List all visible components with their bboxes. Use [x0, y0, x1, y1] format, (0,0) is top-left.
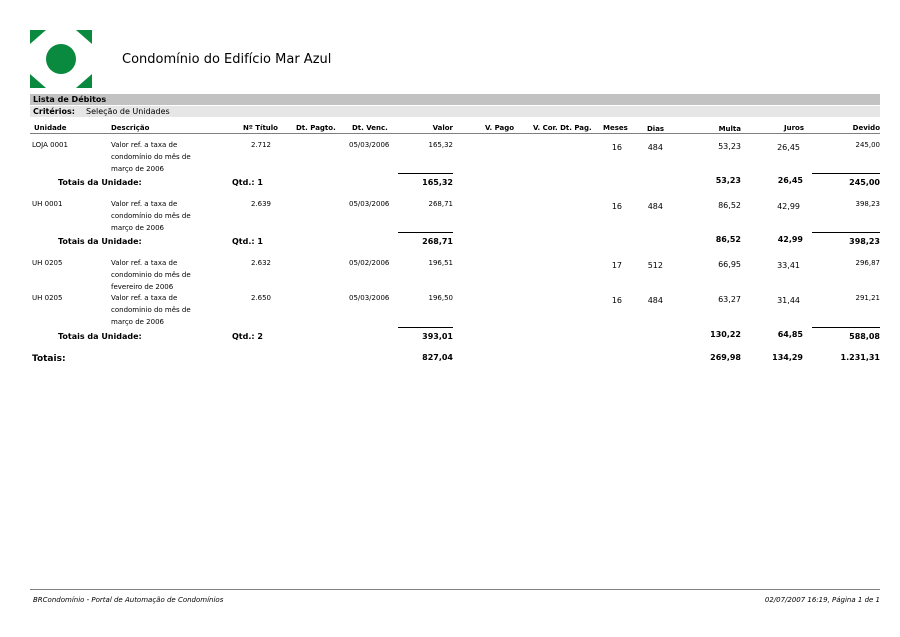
grand-totals-label: Totais:: [32, 354, 66, 364]
col-header-titulo: Nº Título: [243, 124, 278, 132]
cell-unidade: UH 0001: [32, 200, 63, 208]
grand-totals-devido: 1.231,31: [840, 353, 880, 362]
cell-valor: 196,51: [428, 259, 453, 267]
cell-meses: 16: [611, 202, 622, 211]
unit-totals-label: Totais da Unidade:: [58, 332, 142, 341]
criteria-label: Critérios:: [33, 107, 75, 116]
criteria-value: Seleção de Unidades: [86, 107, 170, 116]
subtotal-rule: [398, 232, 453, 233]
cell-valor: 196,50: [428, 294, 453, 302]
footer-divider: [30, 589, 880, 590]
cell-multa: 66,95: [718, 260, 741, 269]
unit-totals-label: Totais da Unidade:: [58, 178, 142, 187]
section-title: Lista de Débitos: [33, 95, 107, 104]
cell-juros: 31,44: [777, 296, 800, 305]
cell-titulo: 2.650: [250, 294, 271, 302]
cell-dt-venc: 05/03/2006: [349, 200, 390, 208]
unit-totals-valor: 393,01: [422, 332, 453, 341]
cell-valor: 165,32: [428, 141, 453, 149]
section-title-bar: [30, 94, 880, 105]
col-header-v-pago: V. Pago: [485, 124, 515, 132]
unit-totals-qtd: Qtd.: 1: [232, 178, 263, 187]
cell-devido: 245,00: [855, 141, 880, 149]
col-header-unidade: Unidade: [34, 124, 67, 132]
cell-juros: 26,45: [777, 143, 800, 152]
cell-meses: 16: [611, 143, 622, 152]
col-header-v-cor: V. Cor. Dt. Pag.: [533, 124, 592, 132]
cell-dias: 484: [647, 296, 663, 305]
cell-dt-venc: 05/03/2006: [349, 141, 390, 149]
subtotal-rule: [398, 173, 453, 174]
subtotal-rule: [812, 232, 880, 233]
cell-titulo: 2.639: [250, 200, 271, 208]
col-header-devido: Devido: [852, 124, 880, 132]
unit-totals-devido: 398,23: [849, 237, 880, 246]
unit-totals-qtd: Qtd.: 2: [232, 332, 263, 341]
cell-devido: 398,23: [855, 200, 880, 208]
unit-totals-valor: 165,32: [422, 178, 453, 187]
footer-right: 02/07/2007 16:19, Página 1 de 1: [764, 596, 880, 604]
cell-multa: 63,27: [718, 295, 741, 304]
cell-juros: 33,41: [777, 261, 800, 270]
cell-titulo: 2.712: [250, 141, 271, 149]
col-header-dt-pagto: Dt. Pagto.: [296, 124, 336, 132]
col-header-dt-venc: Dt. Venc.: [352, 124, 388, 132]
col-header-juros: Juros: [783, 124, 804, 132]
unit-totals-label: Totais da Unidade:: [58, 237, 142, 246]
report-title: Condomínio do Edifício Mar Azul: [122, 52, 332, 67]
cell-descricao: Valor ref. a taxa de condominio do mês de março de 2006: [111, 294, 191, 326]
footer-left: BRCondomínio - Portal de Automação de Condomínios: [33, 596, 224, 604]
cell-juros: 42,99: [777, 202, 800, 211]
cell-descricao: Valor ref. a taxa de condomínio do mês de março de 2006: [111, 141, 191, 173]
condominium-logo: [30, 30, 92, 88]
cell-multa: 86,52: [718, 201, 741, 210]
col-header-descricao: Descrição: [111, 124, 150, 132]
grand-totals-juros: 134,29: [772, 353, 803, 362]
cell-descricao: Valor ref. a taxa de condominio do mês de fevereiro de 2006: [111, 259, 191, 291]
unit-totals-juros: 64,85: [777, 330, 803, 339]
subtotal-rule: [812, 327, 880, 328]
cell-dias: 484: [647, 143, 663, 152]
grand-totals-multa: 269,98: [710, 353, 741, 362]
col-header-multa: Multa: [718, 125, 741, 133]
cell-meses: 17: [611, 261, 622, 270]
header-divider: [30, 133, 880, 134]
cell-valor: 268,71: [428, 200, 453, 208]
subtotal-rule: [398, 327, 453, 328]
cell-unidade: UH 0205: [32, 259, 63, 267]
unit-totals-devido: 245,00: [849, 178, 880, 187]
cell-dias: 512: [647, 261, 663, 270]
col-header-valor: Valor: [432, 124, 453, 132]
cell-multa: 53,23: [718, 142, 741, 151]
col-header-dias: Dias: [647, 125, 665, 133]
unit-totals-multa: 86,52: [715, 235, 741, 244]
cell-dias: 484: [647, 202, 663, 211]
col-header-meses: Meses: [603, 124, 628, 132]
unit-totals-valor: 268,71: [422, 237, 453, 246]
unit-totals-multa: 53,23: [715, 176, 741, 185]
cell-dt-venc: 05/02/2006: [349, 259, 390, 267]
unit-totals-qtd: Qtd.: 1: [232, 237, 263, 246]
cell-devido: 291,21: [855, 294, 880, 302]
grand-totals-valor: 827,04: [422, 353, 453, 362]
cell-unidade: UH 0205: [32, 294, 63, 302]
unit-totals-juros: 26,45: [777, 176, 803, 185]
cell-titulo: 2.632: [250, 259, 271, 267]
cell-descricao: Valor ref. a taxa de condomínio do mês de março de 2006: [111, 200, 191, 232]
cell-unidade: LOJA 0001: [32, 141, 68, 149]
unit-totals-juros: 42,99: [777, 235, 803, 244]
cell-meses: 16: [611, 296, 622, 305]
subtotal-rule: [812, 173, 880, 174]
cell-devido: 296,87: [855, 259, 880, 267]
unit-totals-multa: 130,22: [710, 330, 741, 339]
cell-dt-venc: 05/03/2006: [349, 294, 390, 302]
unit-totals-devido: 588,08: [849, 332, 880, 341]
